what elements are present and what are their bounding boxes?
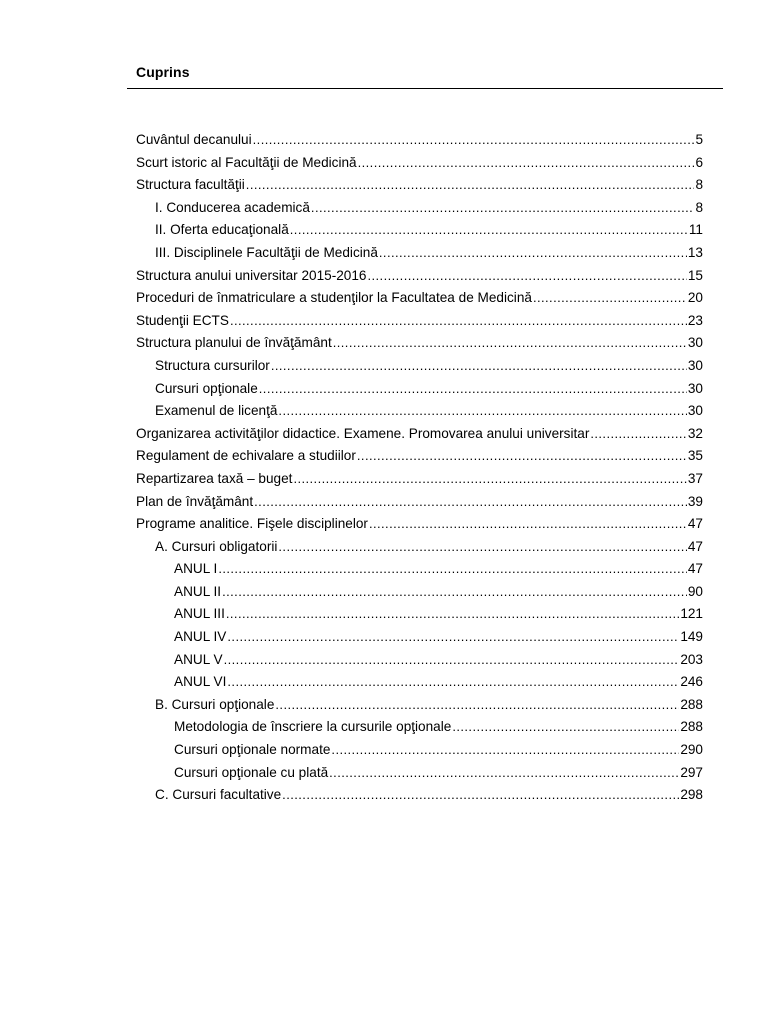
- toc-entry[interactable]: [136, 355, 703, 378]
- page-title: Cuprins: [136, 64, 190, 80]
- toc-entry[interactable]: [136, 219, 703, 242]
- toc-entry-page-number: 30: [687, 403, 703, 419]
- toc-dot-leader: [590, 423, 687, 446]
- toc-entry[interactable]: [136, 423, 703, 446]
- toc-dot-leader: [227, 626, 679, 649]
- toc-dot-leader: [227, 671, 679, 694]
- toc-entry-page-number: 47: [687, 516, 703, 532]
- toc-entry-page-number: 20: [687, 290, 703, 306]
- toc-entry[interactable]: [136, 468, 703, 491]
- toc-entry-page-number: 47: [687, 561, 703, 577]
- toc-dot-leader: [331, 739, 679, 762]
- toc-entry-label: ANUL III: [174, 606, 225, 622]
- toc-entry-page-number: 121: [680, 606, 703, 622]
- toc-dot-leader: [311, 197, 695, 220]
- toc-entry-label: Plan de învăţământ: [136, 493, 254, 509]
- toc-entry-label: Organizarea activităţilor didactice. Examene. Promovarea anului universitar: [136, 425, 590, 441]
- toc-entry-label: Structura planului de învăţământ: [136, 335, 332, 351]
- toc-entry-page-number: 32: [687, 425, 703, 441]
- toc-entry[interactable]: [136, 581, 703, 604]
- toc-entry-page-number: 13: [687, 244, 703, 260]
- toc-entry-page-number: 297: [680, 764, 703, 780]
- toc-entry-label: Studenţii ECTS: [136, 312, 229, 328]
- toc-entry[interactable]: [136, 174, 703, 197]
- toc-dot-leader: [259, 378, 687, 401]
- toc-entry[interactable]: [136, 265, 703, 288]
- toc-entry[interactable]: [136, 310, 703, 333]
- toc-dot-leader: [222, 581, 687, 604]
- toc-entry-page-number: 290: [680, 742, 703, 758]
- header-divider: [127, 88, 723, 89]
- toc-dot-leader: [246, 174, 695, 197]
- toc-entry[interactable]: [136, 378, 703, 401]
- toc-dot-leader: [254, 491, 687, 514]
- toc-entry-label: ANUL IV: [174, 629, 227, 645]
- toc-entry[interactable]: [136, 762, 703, 785]
- toc-entry-page-number: 35: [687, 448, 703, 464]
- toc-dot-leader: [224, 649, 680, 672]
- toc-dot-leader: [253, 129, 695, 152]
- toc-entry-page-number: 39: [687, 493, 703, 509]
- toc-entry-page-number: 298: [680, 787, 703, 803]
- toc-entry-label: B. Cursuri opţionale: [155, 696, 275, 712]
- toc-dot-leader: [230, 310, 687, 333]
- toc-entry-label: A. Cursuri obligatorii: [155, 538, 278, 554]
- toc-entry-label: Structura facultăţii: [136, 177, 245, 193]
- toc-entry-label: Structura cursurilor: [155, 357, 270, 373]
- toc-entry-label: C. Cursuri facultative: [155, 787, 282, 803]
- toc-dot-leader: [329, 762, 679, 785]
- toc-dot-leader: [278, 536, 686, 559]
- toc-entry-page-number: 15: [687, 267, 703, 283]
- toc-dot-leader: [271, 355, 687, 378]
- toc-dot-leader: [226, 603, 679, 626]
- toc-entry[interactable]: [136, 400, 703, 423]
- toc-dot-leader: [282, 784, 679, 807]
- toc-entry-page-number: 288: [680, 719, 703, 735]
- toc-entry-label: ANUL I: [174, 561, 218, 577]
- toc-entry-page-number: 203: [680, 651, 703, 667]
- table-of-contents: [136, 129, 703, 807]
- toc-entry-page-number: 6: [695, 154, 703, 170]
- toc-entry-page-number: 47: [687, 538, 703, 554]
- toc-entry[interactable]: [136, 739, 703, 762]
- toc-entry-label: Repartizarea taxă – buget: [136, 470, 293, 486]
- toc-entry[interactable]: [136, 694, 703, 717]
- toc-entry-page-number: 11: [688, 222, 703, 238]
- toc-entry-page-number: 5: [695, 132, 703, 147]
- toc-dot-leader: [333, 332, 687, 355]
- toc-dot-leader: [278, 400, 686, 423]
- toc-entry-label: Cursuri opţionale normate: [174, 742, 331, 758]
- toc-entry[interactable]: [136, 129, 703, 152]
- toc-dot-leader: [293, 468, 686, 491]
- toc-entry[interactable]: [136, 445, 703, 468]
- toc-entry-page-number: 30: [687, 380, 703, 396]
- toc-entry-label: Cuvântul decanului: [136, 132, 252, 147]
- toc-entry-label: Examenul de licenţă: [155, 403, 278, 419]
- toc-entry-label: ANUL II: [174, 583, 222, 599]
- toc-entry-label: Proceduri de înmatriculare a studenţilor la Facultatea de Medicină: [136, 290, 532, 306]
- toc-dot-leader: [379, 242, 687, 265]
- toc-entry[interactable]: [136, 784, 703, 807]
- toc-entry-label: Programe analitice. Fişele disciplinelor: [136, 516, 368, 532]
- toc-entry-page-number: 30: [687, 357, 703, 373]
- toc-entry[interactable]: [136, 558, 703, 581]
- toc-entry-page-number: 149: [680, 629, 703, 645]
- toc-dot-leader: [358, 152, 695, 175]
- toc-entry[interactable]: [136, 513, 703, 536]
- toc-entry[interactable]: [136, 287, 703, 310]
- toc-entry-page-number: 90: [687, 583, 703, 599]
- toc-entry-label: ANUL VI: [174, 674, 227, 690]
- toc-dot-leader: [290, 219, 688, 242]
- toc-entry[interactable]: [136, 671, 703, 694]
- toc-dot-leader: [369, 513, 687, 536]
- toc-entry[interactable]: [136, 649, 703, 672]
- toc-entry[interactable]: [136, 603, 703, 626]
- toc-entry[interactable]: [136, 197, 703, 220]
- toc-entry-label: I. Conducerea academică: [155, 199, 310, 215]
- toc-entry-label: Structura anului universitar 2015-2016: [136, 267, 367, 283]
- toc-entry-label: Cursuri opţionale: [155, 380, 258, 396]
- toc-entry-page-number: 8: [695, 177, 703, 193]
- toc-entry-page-number: 288: [680, 696, 703, 712]
- toc-entry-page-number: 23: [687, 312, 703, 328]
- toc-entry-label: III. Disciplinele Facultăţii de Medicină: [155, 244, 378, 260]
- toc-entry-page-number: 37: [687, 470, 703, 486]
- toc-entry-label: Cursuri opţionale cu plată: [174, 764, 329, 780]
- toc-entry-label: Metodologia de înscriere la cursurile opţionale: [174, 719, 452, 735]
- toc-entry[interactable]: [136, 242, 703, 265]
- toc-entry-page-number: 246: [680, 674, 703, 690]
- toc-entry-label: Regulament de echivalare a studiilor: [136, 448, 356, 464]
- toc-entry-label: II. Oferta educaţională: [155, 222, 289, 238]
- toc-entry[interactable]: [136, 491, 703, 514]
- toc-dot-leader: [357, 445, 687, 468]
- toc-dot-leader: [452, 716, 679, 739]
- toc-entry[interactable]: [136, 152, 703, 175]
- toc-entry-label: ANUL V: [174, 651, 223, 667]
- toc-entry[interactable]: [136, 716, 703, 739]
- toc-entry[interactable]: [136, 626, 703, 649]
- toc-dot-leader: [367, 265, 686, 288]
- toc-entry-label: Scurt istoric al Facultăţii de Medicină: [136, 154, 357, 170]
- toc-entry-page-number: 8: [695, 199, 703, 215]
- toc-dot-leader: [533, 287, 687, 310]
- toc-entry[interactable]: [136, 332, 703, 355]
- toc-entry[interactable]: [136, 536, 703, 559]
- toc-dot-leader: [218, 558, 687, 581]
- toc-dot-leader: [275, 694, 679, 717]
- toc-entry-page-number: 30: [687, 335, 703, 351]
